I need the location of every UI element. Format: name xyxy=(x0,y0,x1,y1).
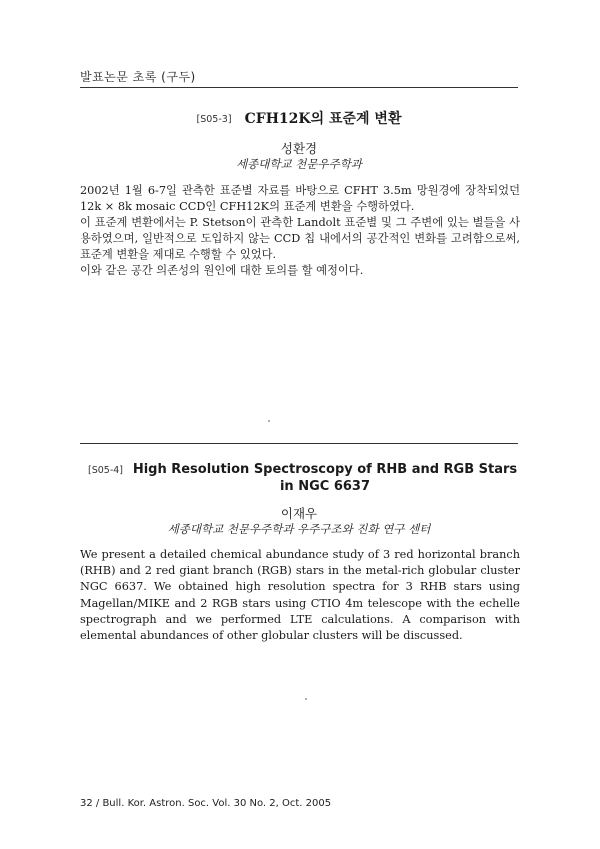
scan-speck xyxy=(305,698,307,700)
page-footer-citation: 32 / Bull. Kor. Astron. Soc. Vol. 30 No. 2, Oct. 2005 xyxy=(80,798,332,809)
abstract2-code: [S05-4] xyxy=(88,465,124,476)
abstract2-title-row xyxy=(80,461,518,495)
abstract1-paragraph: 이 표준계 변환에서는 P. Stetson이 관측한 Landolt 표준별 및 그 주변에 있는 별들을 사용하였으며, 일반적으로 도입하지 않는 CCD 칩 내에서의 공간적인 변화를 고려함으로써, 표준계 변환을 제대로 수행할 수 있었다. xyxy=(80,216,520,261)
scan-speck xyxy=(268,420,270,422)
abstract2-author: 이재우 xyxy=(280,506,318,521)
abstract1-author: 성환경 xyxy=(280,141,318,156)
abstract1-code: [S05-3] xyxy=(196,114,232,125)
abstract1-paragraph: 2002년 1월 6-7일 관측한 표준별 자료를 바탕으로 CFHT 3.5m 망원경에 장착되었던 12k × 8k mosaic CCD인 CFH12K의 표준계 변환을 수행하였다. xyxy=(80,184,520,213)
abstract1-title: CFH12K의 표준계 변환 xyxy=(244,111,402,127)
abstract1-title-row xyxy=(80,108,518,128)
abstract2-title: High Resolution Spectroscopy of RHB and RGB Stars in NGC 6637 xyxy=(132,462,518,494)
header-rule xyxy=(80,87,518,88)
section-header: 발표논문 초록 (구두) xyxy=(80,70,196,84)
abstract2-body xyxy=(80,547,520,644)
abstract1-body xyxy=(80,183,520,279)
abstract1-affiliation: 세종대학교 천문우주학과 xyxy=(236,157,362,171)
abstract2-paragraph: We present a detailed chemical abundance study of 3 red horizontal branch (RHB) and 2 red giant branch (RGB) stars in the metal-rich globular cluster NGC 6637. We obtained high resolution spectra for 3 RHB stars using Magellan/MIKE and 2 RGB stars using CTIO 4m telescope with the echelle spectrograph and we performed LTE calculations. A comparison with elemental abundances of other globular clusters will be discussed. xyxy=(80,548,520,643)
abstract1-paragraph: 이와 같은 공간 의존성의 원인에 대한 토의를 할 예정이다. xyxy=(80,264,364,277)
abstract2-affiliation: 세종대학교 천문우주학과 우주구조와 진화 연구 센터 xyxy=(167,522,431,536)
section-divider xyxy=(80,443,518,444)
